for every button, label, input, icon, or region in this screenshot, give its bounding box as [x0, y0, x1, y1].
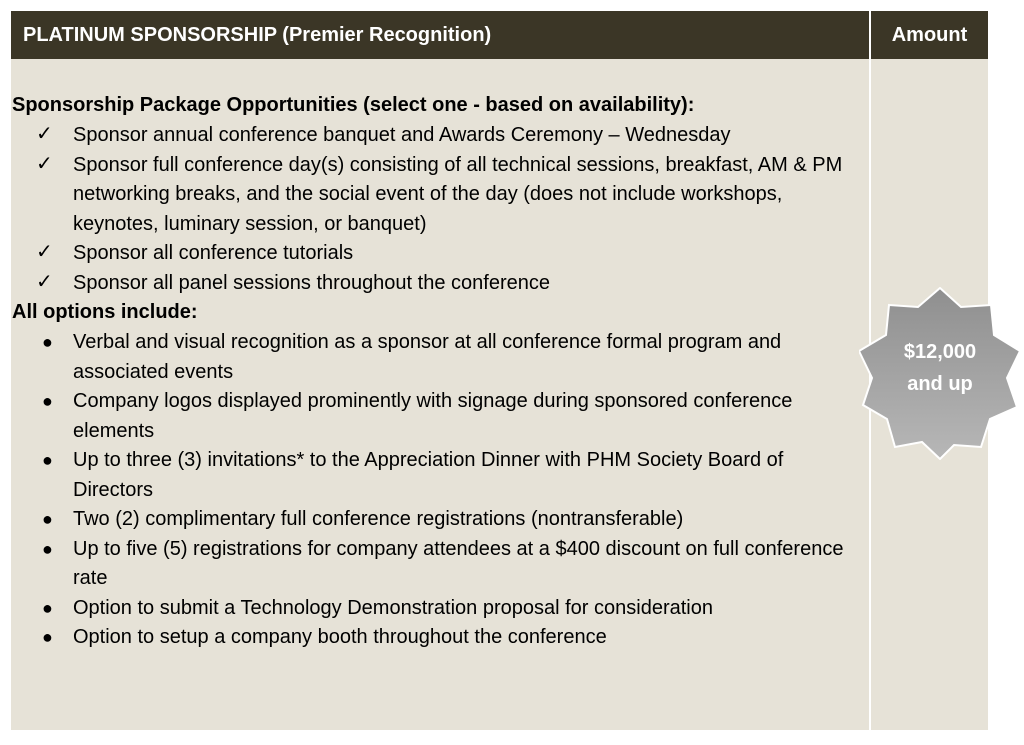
price-badge: [859, 287, 1021, 460]
bullet-icon: ●: [42, 450, 53, 470]
list-item-text: Up to five (5) registrations for company attendees at a $400 discount on full conference rate: [73, 537, 844, 589]
price-text: [859, 336, 1021, 400]
check-icon: ✓: [36, 123, 53, 145]
list-item-text: Option to setup a company booth throughout the conference: [73, 626, 607, 648]
bullet-icon: ●: [42, 509, 53, 529]
list-item: [12, 269, 852, 299]
list-item-text: Up to three (3) invitations* to the Appreciation Dinner with PHM Society Board of Directors: [73, 449, 784, 501]
bullet-icon: ●: [42, 538, 53, 559]
list-item-text: Sponsor annual conference banquet and Awards Ceremony – Wednesday: [73, 124, 731, 146]
bullet-icon: ●: [42, 391, 53, 411]
packages-heading: Sponsorship Package Opportunities (select one - based on availability):: [12, 94, 695, 116]
list-item-text: Verbal and visual recognition as a sponsor at all conference formal program and associated events: [73, 331, 782, 383]
list-item-text: Option to submit a Technology Demonstration proposal for consideration: [73, 596, 713, 619]
options-list: [12, 328, 852, 653]
header-amount-label: Amount: [891, 24, 968, 46]
list-item: [12, 623, 852, 653]
bullet-icon: ●: [42, 332, 53, 352]
list-item-text: Two (2) complimentary full conference registrations (nontransferable): [73, 508, 684, 530]
list-item: [12, 328, 852, 387]
check-icon: ✓: [36, 270, 53, 293]
list-item: [12, 239, 852, 269]
check-icon: ✓: [36, 152, 53, 175]
list-item: [12, 535, 852, 594]
table-header: [11, 11, 988, 59]
list-item-text: Sponsor all conference tutorials: [73, 242, 354, 264]
bullet-icon: ●: [42, 627, 53, 647]
list-item: [12, 594, 852, 624]
list-item-text: Sponsor full conference day(s) consisting of all technical sessions, breakfast, AM & PM networking breaks, and the social event of the day (does not include workshops, keynotes, luminary session, or banquet): [73, 153, 843, 235]
list-item-text: Sponsor all panel sessions throughout the conference: [73, 271, 550, 294]
list-item: [12, 151, 852, 240]
packages-list: [12, 121, 852, 298]
list-item: [12, 446, 852, 505]
list-item: [12, 505, 852, 535]
list-item-text: Company logos displayed prominently with signage during sponsored conference elements: [73, 390, 793, 442]
list-item: [12, 387, 852, 446]
price-amount: $12,000: [903, 341, 977, 363]
list-item: [12, 121, 852, 151]
check-icon: ✓: [36, 241, 53, 263]
header-title: PLATINUM SPONSORSHIP (Premier Recognition): [23, 24, 492, 46]
bullet-icon: ●: [42, 597, 53, 618]
price-qualifier: and up: [907, 373, 973, 395]
description-content: [12, 91, 852, 653]
options-heading: All options include:: [12, 301, 198, 323]
